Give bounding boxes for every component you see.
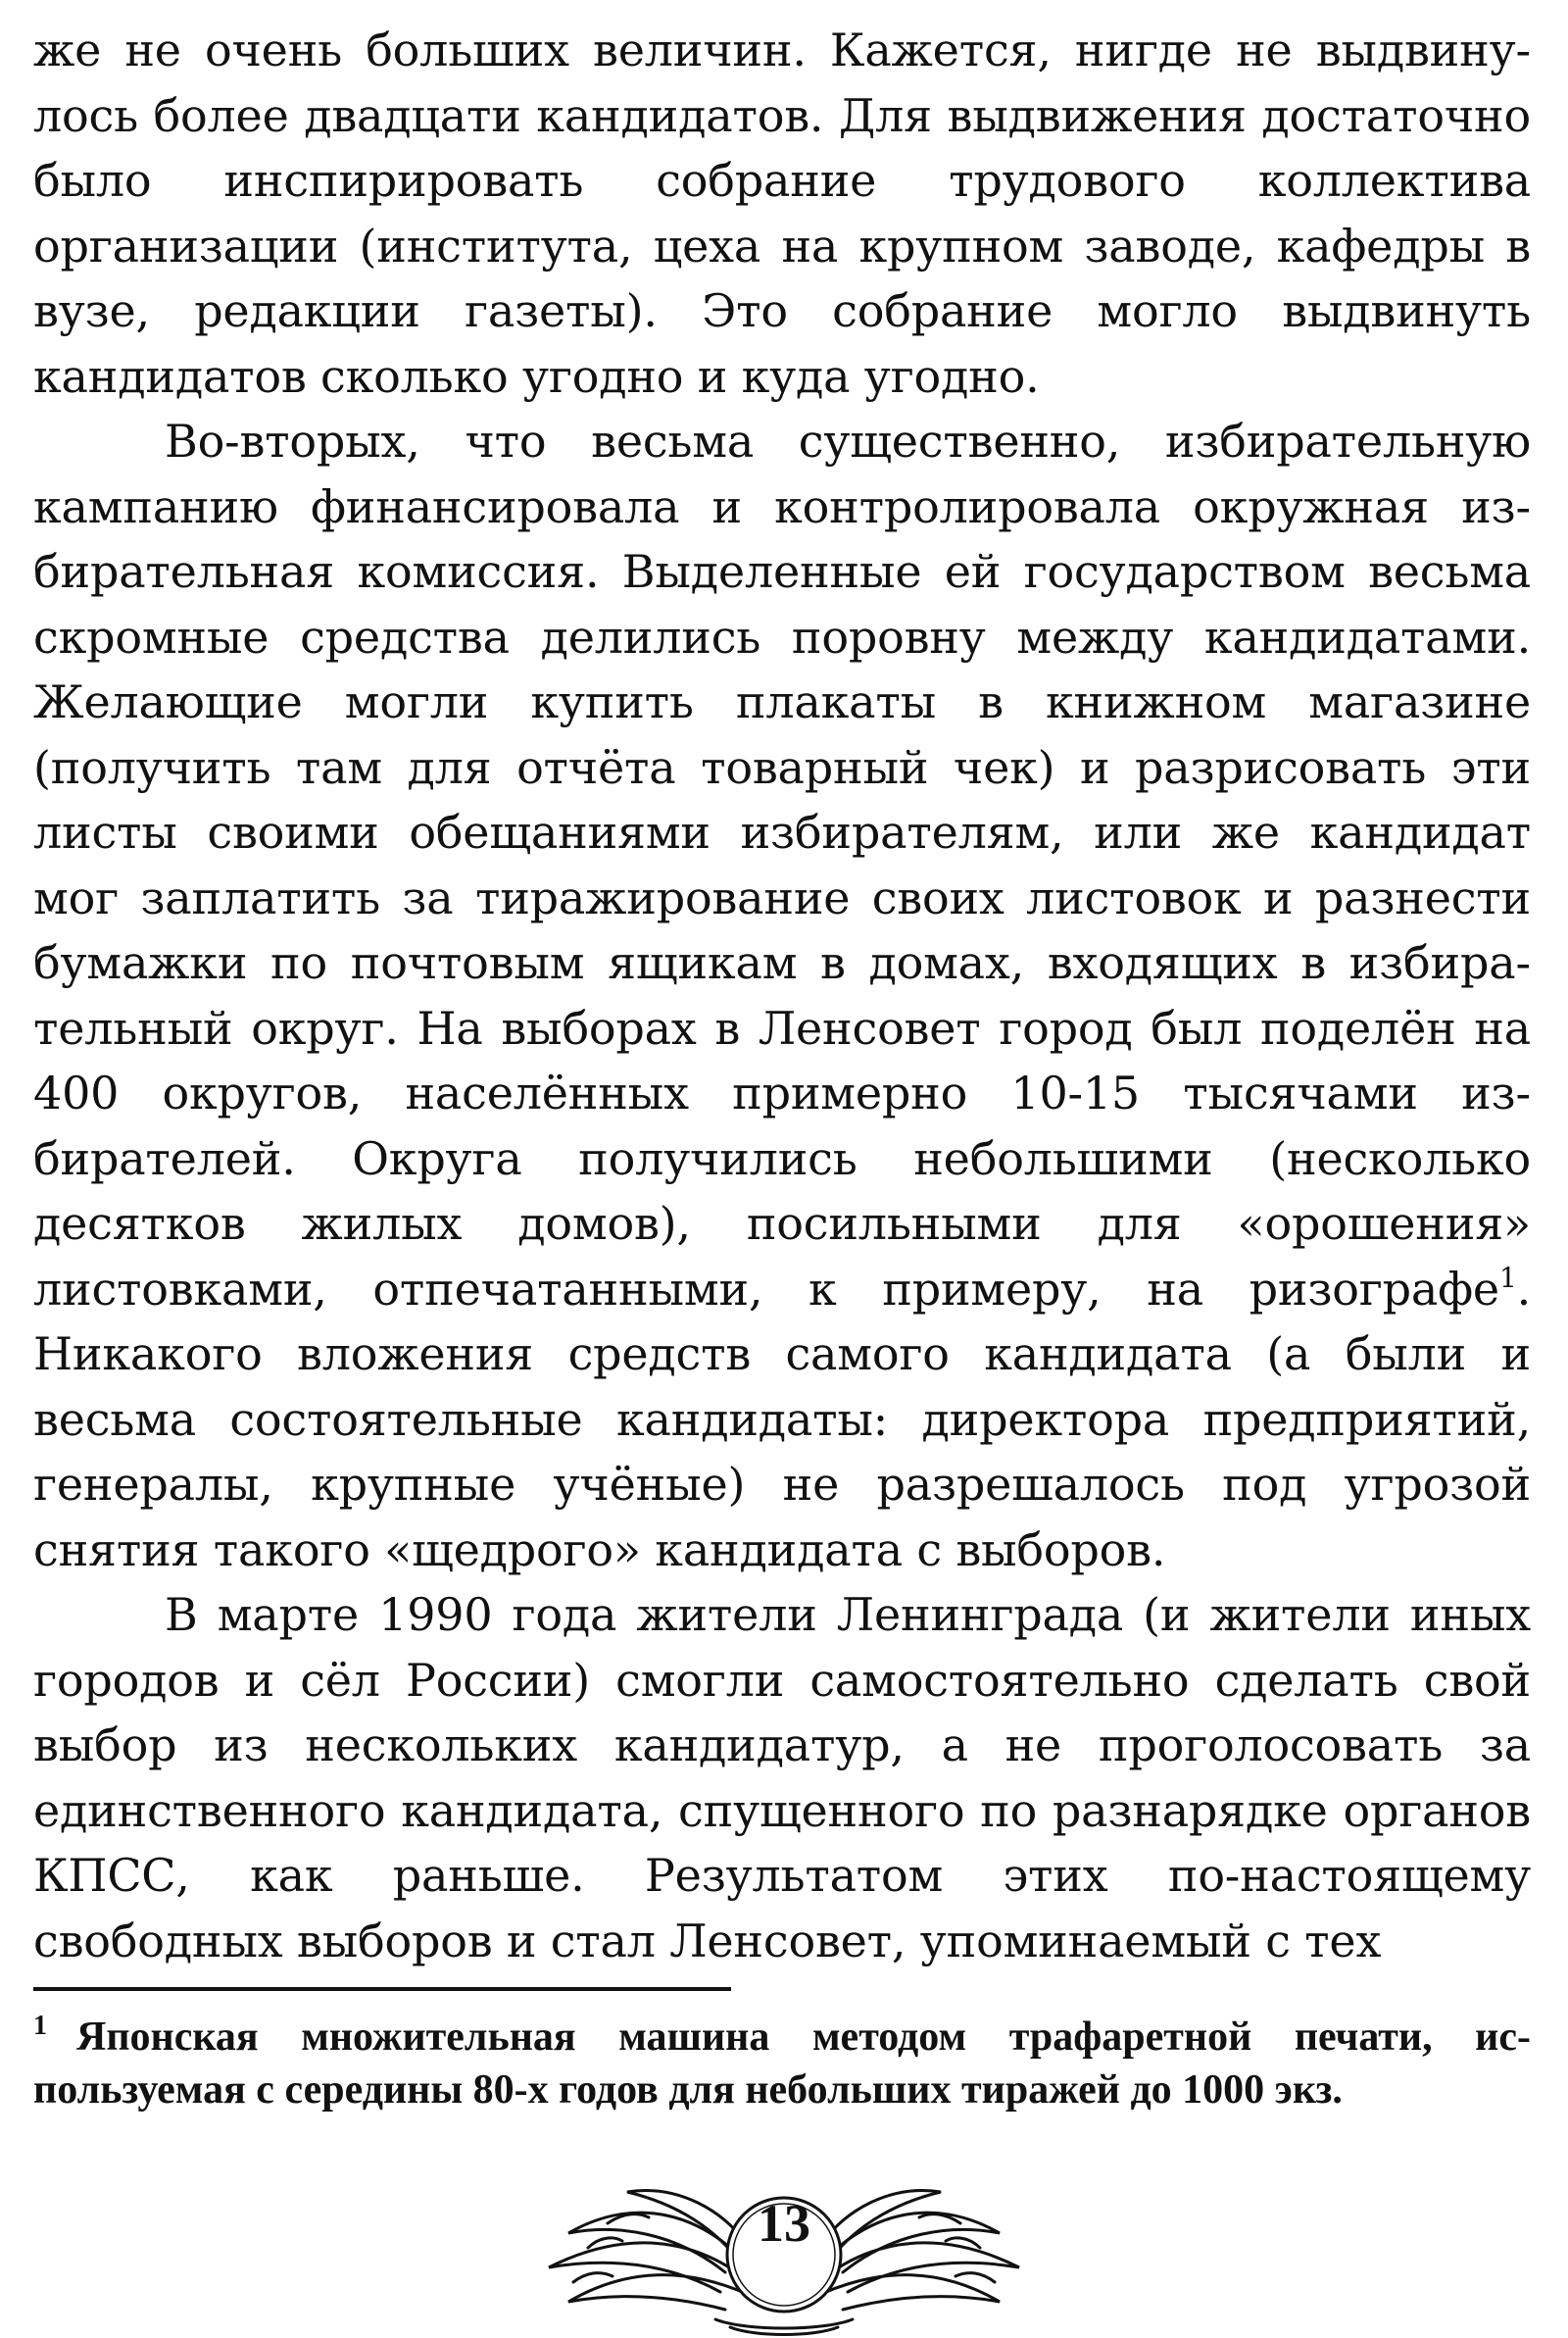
paragraph-2-text: Во-вторых, что весьма существенно, избирательную кампанию финансировала и контролировала окружная избирательная комиссия. Выделенные ей государством весьма скромные средства делились поровну между кандидатами. Желающие могли купить плакаты в книжном магазине (получить там для отчёта товарный чек) и разрисовать эти листы своими обещаниями избирателям, или же кандидат мог заплатить за тиражирование своих листовок и разнести бумажки по почтовым ящикам в домах, входящих в избирательный округ. На выборах в Ленсовет город был поделён на 400 округов, населённых примерно 10-15 тысячами избирателей. Округа получились небольшими (несколько десятков жилых домов), посильными для «орошения» листовками, отпечатанными, к примеру, на ризографе: [33, 415, 1531, 1316]
footnote: 1 Японская множительная машина методом трафаретной печати, используемая с середины 80-х годов для небольших тиражей до 1000 экз.: [33, 2011, 1531, 2113]
page-body: [33, 18, 1531, 1973]
paragraph-1: же не очень больших величин. Кажется, нигде не выдвинулось более двадцати кандидатов. Для выдвижения достаточно было инспирировать собрание трудового коллектива организации (института, цеха на крупном заводе, кафедры в вузе, редакции газеты). Это собрание могло выдвинуть кандидатов сколько угодно и куда угодно.: [33, 24, 1531, 403]
footnote-divider: [33, 1987, 731, 1991]
footnote-reference[interactable]: 1: [1498, 1261, 1517, 1294]
footnote-text: Японская множительная машина методом трафаретной печати, используемая с середины 80-х годов для небольших тиражей до 1000 экз.: [33, 2015, 1531, 2113]
page-number: 13: [758, 2194, 810, 2253]
paragraph-2-tail: .: [1516, 1262, 1531, 1316]
paragraph-2-continued: Никакого вложения средств самого кандидата (а были и весьма состоятельные кандидаты: директора предприятий, генералы, крупные учёные) не разрешалось под угрозой снятия такого «щедрого» кандидата с выборов.: [33, 1327, 1531, 1576]
paragraph-3: В марте 1990 года жители Ленинграда (и жители иных городов и сёл России) смогли самостоятельно сделать свой выбор из нескольких кандидатур, а не проголосовать за единственного кандидата, спущенного по разнарядке органов КПСС, как раньше. Результатом этих по-настоящему свободных выборов и стал Ленсовет, упоминаемый с тех: [33, 1588, 1531, 1967]
paragraph-2: [33, 409, 1531, 1582]
